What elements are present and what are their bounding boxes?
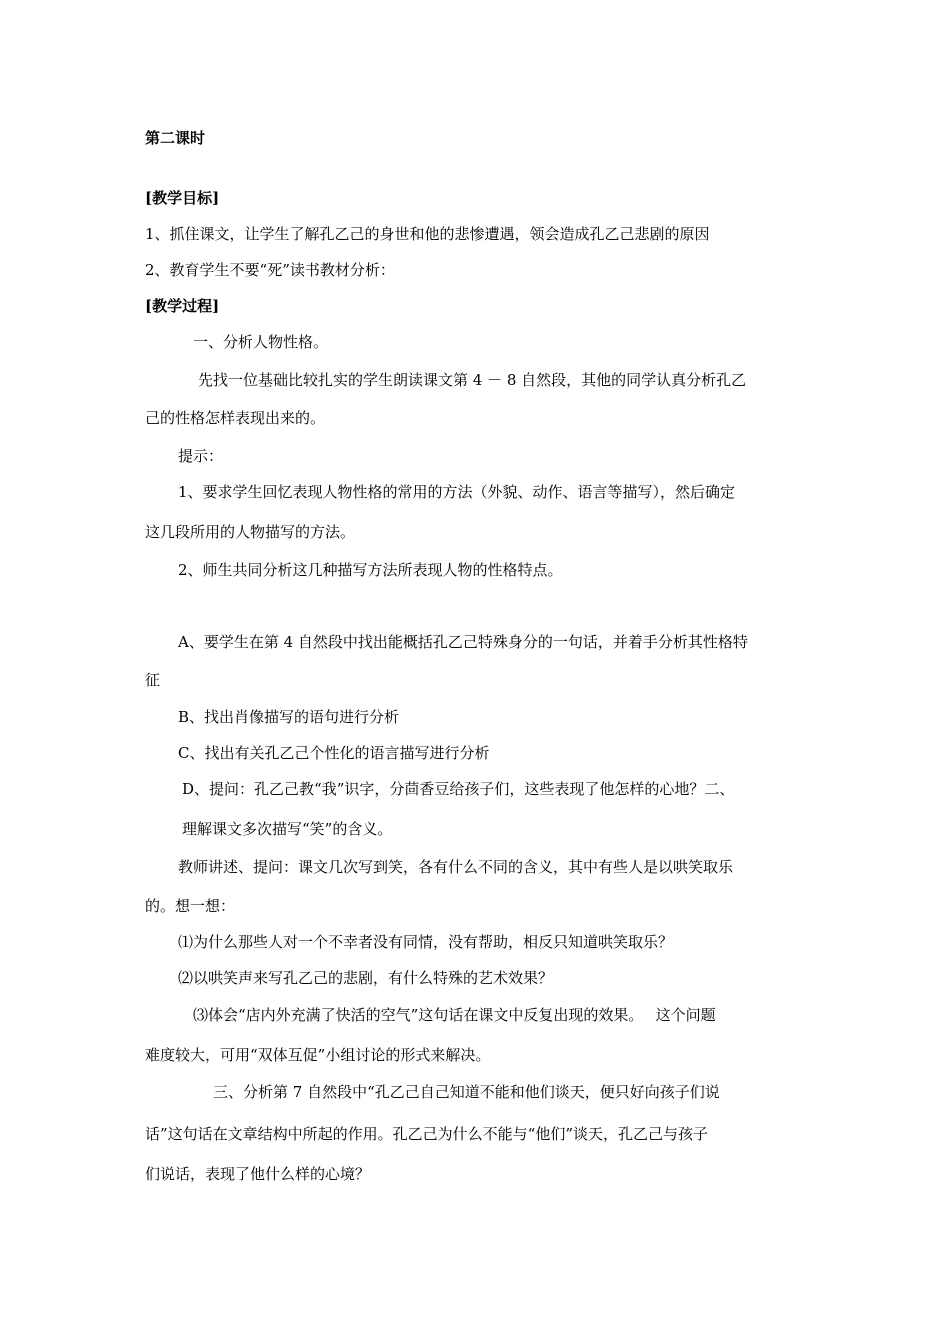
question-3-line-2: 难度较大，可用“双体互促”小组讨论的形式来解决。 <box>145 1046 491 1064</box>
item-d-line-1: D、提问：孔乙己教“我”识字，分茴香豆给孩子们，这些表现了他怎样的心地？二、 <box>182 780 735 798</box>
part-1-paragraph-line-2: 己的性格怎样表现出来的。 <box>145 409 326 427</box>
part-1-title: 一、分析人物性格。 <box>193 333 329 351</box>
question-3-line-1: ⑶体会“店内外充满了快活的空气”这句话在课文中反复出现的效果。 这个问题 <box>193 1006 716 1024</box>
part-3-line-3: 们说话，表现了他什么样的心境？ <box>145 1165 371 1183</box>
part-3-line-1: 三、分析第 7 自然段中“孔乙己自己知道不能和他们谈天，便只好向孩子们说 <box>213 1083 720 1101</box>
part-3-line-2: 话”这句话在文章结构中所起的作用。孔乙己为什么不能与“他们”谈天，孔乙己与孩子 <box>145 1125 709 1143</box>
goal-item-2: 2、教育学生不要“死”读书教材分析： <box>145 261 395 279</box>
question-1: ⑴为什么那些人对一个不幸者没有同情，没有帮助，相反只知道哄笑取乐？ <box>178 933 674 951</box>
section-goals-heading: [教学目标] <box>145 189 220 207</box>
item-a-line-1: A、要学生在第 4 自然段中找出能概括孔乙己特殊身分的一句话，并着手分析其性格特 <box>178 633 748 651</box>
teacher-question-line-1: 教师讲述、提问：课文几次写到笑，各有什么不同的含义，其中有些人是以哄笑取乐 <box>178 858 734 876</box>
lesson-heading: 第二课时 <box>145 129 206 147</box>
item-d-line-2: 理解课文多次描写“笑”的含义。 <box>182 820 393 838</box>
item-b: B、找出肖像描写的语句进行分析 <box>178 708 400 726</box>
item-a-line-2: 征 <box>145 671 161 689</box>
item-c: C、找出有关孔乙己个性化的语言描写进行分析 <box>178 744 490 762</box>
part-1-paragraph-line-1: 先找一位基础比较扎实的学生朗读课文第 4 － 8 自然段，其他的同学认真分析孔乙 <box>198 371 747 389</box>
hint-2: 2、师生共同分析这几种描写方法所表现人物的性格特点。 <box>178 561 563 579</box>
section-process-heading: [教学过程] <box>145 297 220 315</box>
goal-item-1: 1、抓住课文，让学生了解孔乙己的身世和他的悲惨遭遇，领会造成孔乙己悲剧的原因 <box>145 225 710 243</box>
hint-1-line-2: 这几段所用的人物描写的方法。 <box>145 523 356 541</box>
hint-label: 提示： <box>178 447 224 465</box>
hint-1-line-1: 1、要求学生回忆表现人物性格的常用的方法（外貌、动作、语言等描写），然后确定 <box>178 483 736 501</box>
teacher-question-line-2: 的。想一想： <box>145 897 236 915</box>
question-2: ⑵以哄笑声来写孔乙己的悲剧，有什么特殊的艺术效果？ <box>178 969 554 987</box>
